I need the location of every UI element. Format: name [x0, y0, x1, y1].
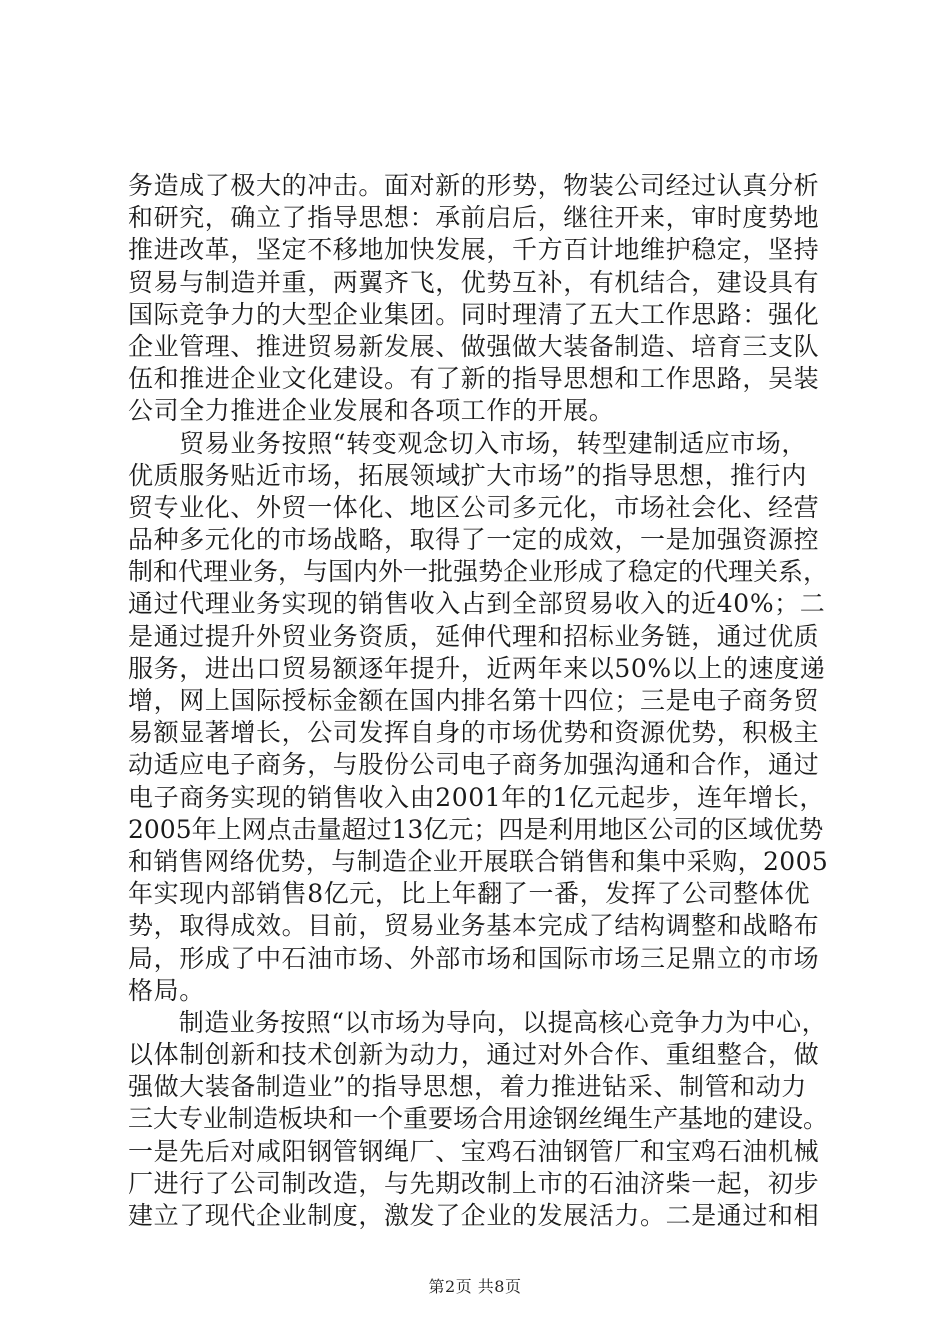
text-line: 是通过提升外贸业务资质，延伸代理和招标业务链，通过优质: [128, 621, 820, 651]
text-line: 势，取得成效。目前，贸易业务基本完成了结构调整和战略布: [128, 911, 820, 941]
text-line: 务造成了极大的冲击。面对新的形势，物装公司经过认真分析: [128, 171, 820, 200]
text-line: 以体制创新和技术创新为动力，通过对外合作、重组整合，做: [128, 1040, 820, 1070]
text-line: 推进改革，坚定不移地加快发展，千方百计地维护稳定，坚持: [128, 235, 820, 265]
text-line: 局，形成了中石油市场、外部市场和国际市场三足鼎立的市场: [128, 943, 820, 973]
text-line: 电子商务实现的销售收入由2001年的1亿元起步，连年增长，: [128, 782, 825, 812]
text-line: 三大专业制造板块和一个重要场合用途钢丝绳生产基地的建设。: [128, 1104, 829, 1134]
text-line: 和销售网络优势，与制造企业开展联合销售和集中采购，2005: [128, 846, 829, 876]
text-line: 公司全力推进企业发展和各项工作的开展。: [128, 396, 615, 426]
text-line: 格局。: [128, 975, 205, 1005]
text-line: 优质服务贴近市场，拓展领域扩大市场”的指导思想，推行内: [128, 460, 807, 490]
text-line: 通过代理业务实现的销售收入占到全部贸易收入的近40%；二: [128, 589, 826, 619]
text-line: 企业管理、推进贸易新发展、做强做大装备制造、培育三支队: [128, 331, 820, 361]
text-line: 和研究，确立了指导思想：承前启后，继往开来，审时度势地: [128, 203, 820, 233]
text-line: 强做大装备制造业”的指导思想，着力推进钻采、制管和动力: [128, 1072, 807, 1102]
text-line: 动适应电子商务，与股份公司电子商务加强沟通和合作，通过: [128, 750, 820, 780]
text-line: 伍和推进企业文化建设。有了新的指导思想和工作思路，吴装: [128, 364, 820, 394]
text-line: 贸易与制造并重，两翼齐飞，优势互补，有机结合，建设具有: [128, 267, 820, 297]
body-text: [128, 170, 828, 1232]
text-line: 年实现内部销售8亿元，比上年翻了一番，发挥了公司整体优: [128, 879, 811, 909]
page-number-footer: 第2页 共8页: [428, 1277, 522, 1296]
text-line: 易额显著增长，公司发挥自身的市场优势和资源优势，积极主: [128, 718, 820, 748]
text-line: 服务，进出口贸易额逐年提升，近两年来以50%以上的速度递: [128, 653, 826, 683]
text-line: 增，网上国际授标金额在国内排名第十四位；三是电子商务贸: [128, 686, 820, 715]
text-line: 制造业务按照“以市场为导向，以提高核心竞争力为中心，: [128, 1007, 827, 1037]
text-line: 2005年上网点击量超过13亿元；四是利用地区公司的区域优势: [128, 814, 824, 844]
text-line: 品种多元化的市场战略，取得了一定的成效，一是加强资源控: [128, 525, 820, 555]
text-line: 制和代理业务，与国内外一批强势企业形成了稳定的代理关系，: [128, 557, 829, 587]
text-line: 建立了现代企业制度，激发了企业的发展活力。二是通过和相: [128, 1201, 820, 1230]
text-line: 贸易业务按照“转变观念切入市场，转型建制适应市场，: [128, 428, 807, 458]
text-line: 一是先后对咸阳钢管钢绳厂、宝鸡石油钢管厂和宝鸡石油机械: [128, 1136, 820, 1166]
text-line: 国际竞争力的大型企业集团。同时理清了五大工作思路：强化: [128, 299, 820, 329]
text-line: 贸专业化、外贸一体化、地区公司多元化，市场社会化、经营: [128, 492, 820, 522]
text-line: 厂进行了公司制改造，与先期改制上市的石油济柴一起，初步: [128, 1168, 820, 1198]
